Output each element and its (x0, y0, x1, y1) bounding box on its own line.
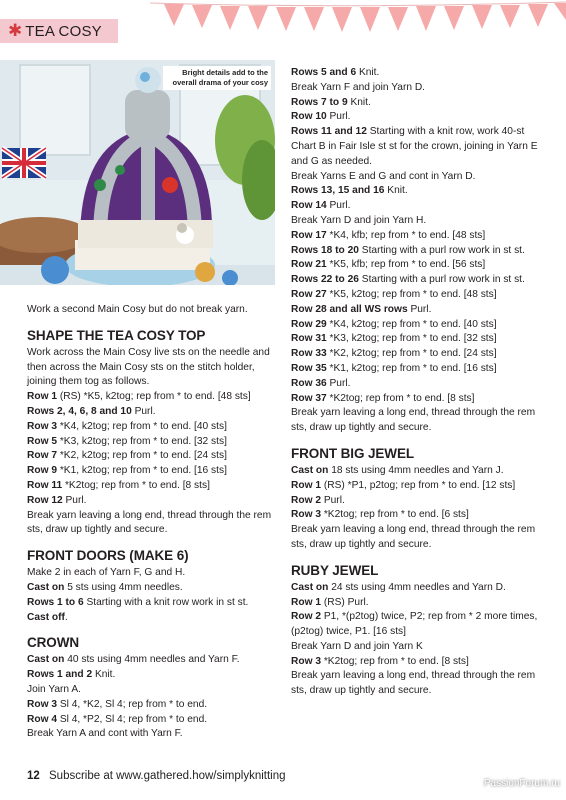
instruction-row (27, 494, 277, 509)
row-text: . (64, 611, 68, 623)
row-text: Make 2 in each of Yarn F, G and H. (27, 567, 186, 579)
row-text: Break yarn leaving a long end, thread through the rem sts, draw up tightly and secure. (291, 524, 536, 550)
instruction-row (291, 81, 546, 96)
instruction-row (291, 581, 546, 596)
row-label: Row 17 (291, 229, 327, 241)
row-text: *K2tog; rep from * to end. [6 sts] (321, 509, 469, 521)
instruction-row (291, 523, 546, 553)
row-text: *K3, k2tog; rep from * to end. [32 sts] (326, 333, 497, 345)
instruction-row (27, 581, 277, 596)
row-text: Break Yarn D and join Yarn H. (291, 214, 427, 226)
row-text: Knit. (356, 67, 380, 78)
instruction-row (291, 96, 546, 111)
instruction-row (27, 596, 277, 611)
instruction-row (27, 405, 277, 420)
row-text: Sl 4, *K2, Sl 4; rep from * to end. (57, 698, 208, 710)
row-label: Row 31 (291, 333, 327, 345)
row-text: (RS) Purl. (321, 596, 369, 608)
row-text: Purl. (326, 200, 351, 212)
section-heading: RUBY JEWEL (291, 562, 379, 578)
row-text: 5 sts using 4mm needles. (64, 581, 183, 593)
row-label: Row 7 (27, 450, 58, 462)
row-label: Row 3 (27, 420, 58, 432)
row-label: Cast on (291, 464, 329, 476)
photo-caption (163, 66, 271, 90)
row-label: Row 3 (291, 509, 322, 521)
row-text: Starting with a purl row work in st st. (358, 274, 525, 286)
row-label: Cast on (27, 654, 65, 666)
row-text: Break yarn leaving a long end, thread through the rem sts, draw up tightly and secure. (291, 670, 536, 697)
instruction-row (291, 288, 546, 303)
row-label: Row 5 (27, 435, 58, 447)
instruction-row (291, 508, 546, 523)
row-text: (RS) *K5, k2tog; rep from * to end. [48 sts] (57, 391, 251, 403)
bunting-decoration (150, 0, 566, 40)
left-column (27, 303, 277, 742)
row-label: Row 35 (291, 362, 327, 374)
row-label: Row 33 (291, 348, 327, 360)
section-tag (0, 19, 118, 43)
instruction-row (291, 406, 546, 436)
row-label: Row 3 (27, 698, 58, 710)
row-label: Row 10 (291, 111, 327, 123)
row-text: Purl. (326, 377, 351, 389)
row-label: Rows 5 and 6 (291, 67, 357, 78)
row-label: Row 3 (291, 655, 322, 667)
instruction-list (27, 390, 277, 538)
row-label: Row 9 (27, 465, 58, 477)
row-label: Row 14 (291, 200, 327, 212)
row-label: Row 1 (291, 596, 322, 608)
row-text: Break Yarn D and join Yarn K (291, 640, 423, 652)
row-text: *K2tog; rep from * to end. [8 sts] (62, 479, 210, 491)
instruction-row (27, 713, 277, 728)
instruction-row (291, 318, 546, 333)
instruction-row (291, 110, 546, 125)
instruction-row (27, 435, 277, 450)
row-text: *K2, k2tog; rep from * to end. [24 sts] (57, 450, 227, 462)
caption-line: Bright details add to the (182, 68, 268, 77)
section-heading: SHAPE THE TEA COSY TOP (27, 327, 206, 343)
row-label: Rows 7 to 9 (291, 96, 348, 108)
instruction-row (291, 669, 546, 699)
row-text: *K4, k2tog; rep from * to end. [40 sts] (326, 318, 497, 330)
asterisk-star-icon: ✱ (8, 20, 23, 41)
instruction-row (291, 258, 546, 273)
row-text: Break yarn leaving a long end, thread through the rem sts, draw up tightly and secure. (291, 407, 536, 434)
section-heading: FRONT BIG JEWEL (291, 445, 414, 461)
row-label: Row 2 (291, 494, 322, 506)
row-text: *K4, k2tog; rep from * to end. [40 sts] (57, 420, 227, 432)
row-label: Row 29 (291, 318, 327, 330)
instruction-row (291, 655, 546, 670)
row-label: Row 21 (291, 259, 327, 271)
instruction-row (291, 170, 546, 185)
row-label: Row 1 (291, 479, 322, 491)
row-label: Rows 1 and 2 (27, 669, 93, 681)
instruction-row (27, 611, 277, 626)
row-text: *K5, k2tog; rep from * to end. [48 sts] (326, 288, 497, 300)
row-text: *K1, k2tog; rep from * to end. [16 sts] (326, 362, 497, 374)
row-label: Row 4 (27, 713, 58, 725)
instruction-row (27, 727, 277, 742)
instruction-row (291, 303, 546, 318)
row-label: Cast off (27, 611, 65, 623)
section-heading: CROWN (27, 635, 79, 651)
row-text: Knit. (92, 669, 116, 681)
row-label: Rows 22 to 26 (291, 274, 359, 286)
intro-text: Work a second Main Cosy but do not break yarn. (27, 304, 248, 315)
row-label: Cast on (27, 581, 65, 593)
row-text: Break yarn leaving a long end, thread through the rem sts, draw up tightly and secure. (27, 509, 272, 536)
section-heading: FRONT DOORS (MAKE 6) (27, 548, 189, 564)
instruction-row (27, 464, 277, 479)
row-label: Row 36 (291, 377, 327, 389)
row-label: Row 2 (291, 611, 322, 623)
row-text: Purl. (62, 494, 87, 506)
instruction-list (291, 464, 546, 553)
instruction-row (27, 653, 277, 668)
instruction-row (291, 610, 546, 640)
subscribe-link[interactable]: Subscribe at www.gathered.how/simplyknitting (49, 770, 286, 782)
row-label: Rows 11 and 12 (291, 126, 367, 138)
instruction-row (27, 683, 277, 698)
instruction-row (291, 229, 546, 244)
instruction-row (27, 698, 277, 713)
row-label: Row 12 (27, 494, 63, 506)
row-text: *K1, k2tog; rep from * to end. [16 sts] (57, 465, 227, 477)
instruction-row (291, 640, 546, 655)
instruction-row (291, 392, 546, 407)
row-text: Join Yarn A. (27, 683, 81, 695)
instruction-row (27, 566, 277, 581)
row-text: Purl. (131, 405, 156, 417)
tea-cosy-photo (0, 60, 275, 285)
row-text: Sl 4, *P2, Sl 4; rep from * to end. (57, 713, 208, 725)
row-text: 24 sts using 4mm needles and Yarn D. (328, 581, 506, 593)
row-text: *K4, kfb; rep from * to end. [48 sts] (326, 229, 486, 241)
instruction-row (291, 596, 546, 611)
row-label: Row 1 (27, 391, 58, 403)
instruction-row (291, 479, 546, 494)
instruction-list (291, 66, 546, 436)
instruction-row (291, 377, 546, 392)
row-text: Break Yarn A and cont with Yarn F. (27, 728, 183, 740)
instruction-row (291, 66, 546, 81)
instruction-row (291, 199, 546, 214)
row-text: Knit. (384, 185, 408, 197)
instruction-row (291, 347, 546, 362)
instruction-row (27, 509, 277, 539)
instruction-row (291, 494, 546, 509)
instruction-row (291, 362, 546, 377)
footer (27, 770, 286, 782)
instruction-row (291, 184, 546, 199)
paragraph: Work across the Main Cosy live sts on the needle and then across the Main Cosy sts on the stitch holder, joining them tog as follows. (27, 346, 270, 388)
instruction-row (27, 420, 277, 435)
instruction-row (291, 464, 546, 479)
row-text: *K2tog; rep from * to end. [8 sts] (321, 655, 469, 667)
instruction-row (291, 244, 546, 259)
row-text: P1, *(p2tog) twice, P2; rep from * 2 more times, (p2tog) twice, P1. [16 sts] (291, 611, 538, 638)
row-text: *K2tog; rep from * to end. [8 sts] (326, 392, 475, 404)
instruction-row (27, 449, 277, 464)
row-text: 18 sts using 4mm needles and Yarn J. (328, 464, 504, 476)
row-label: Rows 1 to 6 (27, 596, 84, 608)
row-text: Knit. (347, 96, 371, 108)
instruction-list (27, 566, 277, 625)
instruction-list (27, 653, 277, 742)
row-label: Rows 18 to 20 (291, 244, 359, 256)
row-text: Starting with a knit row, work 40-st Chart B in Fair Isle st st for the crown, joining in Yarn E and G as needed. (291, 126, 538, 167)
instruction-list (291, 581, 546, 699)
instruction-row (291, 273, 546, 288)
row-text: Starting with a knit row work in st st. (83, 596, 249, 608)
row-text: *K2, k2tog; rep from * to end. [24 sts] (326, 348, 497, 360)
row-text: Purl. (326, 111, 351, 123)
row-text: *K3, k2tog; rep from * to end. [32 sts] (57, 435, 227, 447)
instruction-row (291, 332, 546, 347)
row-text: 40 sts using 4mm needles and Yarn F. (64, 654, 240, 666)
row-label: Cast on (291, 581, 329, 593)
section-title: TEA COSY (25, 22, 102, 40)
instruction-row (27, 479, 277, 494)
instruction-row (27, 390, 277, 405)
row-label: Row 28 and all WS rows (291, 303, 408, 315)
row-text: Break Yarn F and join Yarn D. (291, 81, 426, 93)
row-label: Row 37 (291, 392, 327, 404)
row-text: Starting with a purl row work in st st. (358, 244, 525, 256)
instruction-row (291, 125, 546, 169)
row-label: Rows 2, 4, 6, 8 and 10 (27, 405, 132, 417)
row-text: (RS) *P1, p2tog; rep from * to end. [12 sts] (321, 479, 516, 491)
row-text: Break Yarns E and G and cont in Yarn D. (291, 170, 476, 182)
row-text: *K5, kfb; rep from * to end. [56 sts] (326, 259, 486, 271)
row-label: Row 11 (27, 479, 63, 491)
caption-line: overall drama of your cosy (172, 78, 268, 87)
watermark: PassionForum.ru (483, 778, 560, 789)
instruction-row (291, 214, 546, 229)
page-number: 12 (27, 770, 40, 782)
row-text: Purl. (407, 303, 432, 315)
row-label: Row 27 (291, 288, 327, 300)
right-column (291, 66, 546, 699)
instruction-row (27, 668, 277, 683)
row-text: Purl. (321, 494, 345, 506)
row-label: Rows 13, 15 and 16 (291, 185, 385, 197)
